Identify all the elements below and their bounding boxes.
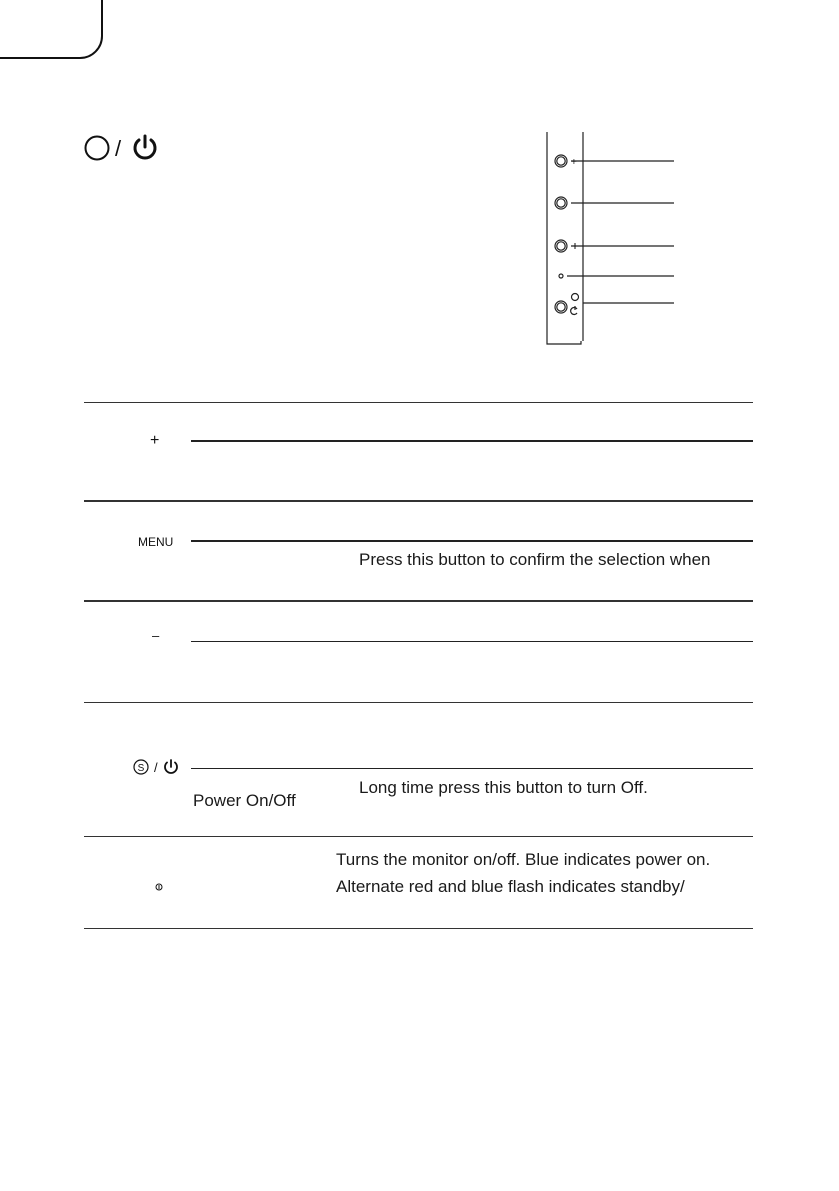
diagram-plus-mark: + xyxy=(571,157,577,168)
led-description-line1: Turns the monitor on/off. Blue indicates power on. xyxy=(336,850,711,869)
corner-crop-mark xyxy=(0,0,110,60)
source-s-icon xyxy=(134,760,148,774)
led-indicator-icon xyxy=(155,883,163,891)
title-separator: / xyxy=(115,136,122,161)
power-symbol-separator: / xyxy=(154,760,158,775)
row-divider xyxy=(84,702,753,703)
plus-button-label: + xyxy=(150,432,160,449)
row-plus-rule xyxy=(191,440,753,442)
circle-icon xyxy=(86,137,109,160)
power-button-name: Power On/Off xyxy=(193,791,296,810)
row-menu-rule xyxy=(191,540,753,542)
title-icon-group xyxy=(84,134,164,168)
power-icon xyxy=(135,136,155,158)
table-top-rule xyxy=(84,402,753,403)
row-minus-rule xyxy=(191,641,753,642)
svg-text:S: S xyxy=(137,763,145,774)
table-bottom-rule xyxy=(84,928,753,929)
power-button-symbol xyxy=(133,758,181,776)
row-divider xyxy=(84,500,753,502)
minus-button-label: – xyxy=(152,628,160,643)
panel-stand xyxy=(547,341,581,344)
menu-button-label: MENU xyxy=(138,535,174,549)
menu-description: Press this button to confirm the selection when xyxy=(359,550,711,569)
power-icon xyxy=(165,760,177,773)
power-description: Long time press this button to turn Off. xyxy=(359,778,648,797)
monitor-side-diagram xyxy=(535,128,685,353)
row-divider xyxy=(84,836,753,837)
diagram-led xyxy=(559,274,563,278)
row-power-rule xyxy=(191,768,753,769)
row-divider xyxy=(84,600,753,602)
led-description-line2: Alternate red and blue flash indicates standby/ xyxy=(336,877,685,896)
